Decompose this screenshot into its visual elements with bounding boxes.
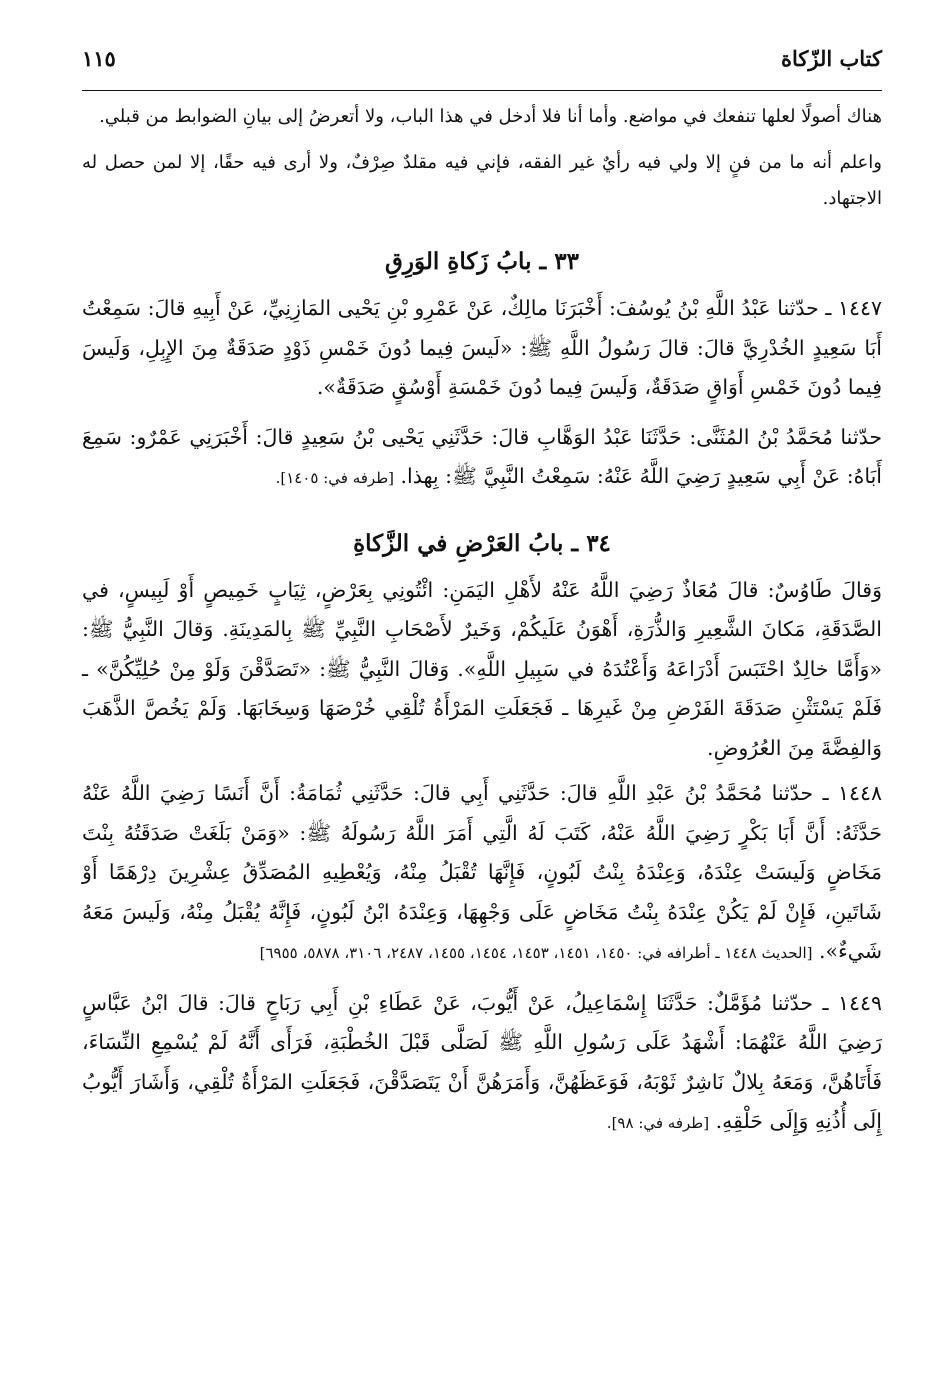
book-page [82, 46, 882, 1144]
chapter-34-heading: ٣٤ ـ بابُ العَرْضِ في الزَّكاةِ [353, 529, 611, 557]
chapter-33-heading: ٣٣ ـ بابُ زَكاةِ الوَرِقِ [385, 248, 579, 275]
page-number: ١١٥ [82, 46, 116, 71]
running-header [82, 46, 882, 91]
chapter-34-body [82, 571, 882, 1144]
hadith-1447-second-chain [82, 418, 882, 499]
hadith-1447: ١٤٤٧ ـ حدّثنا عَبْدُ اللَّهِ بْنُ يُوسُفَ: أَخْبَرَنَا مالِكٌ، عَنْ عَمْرِو بْنِ يَحْيى المَازِنِيِّ، عَنْ أَبِيهِ قالَ: سَمِعْتُ أَبَا سَعِيدٍ الخُدْرِيَّ قالَ: قالَ رَسُولُ اللَّهِ ﷺ: «لَيسَ فِيما دُونَ خَمْسِ ذَوْدٍ صَدَقَةٌ مِنَ الإِبِلِ، وَلَيسَ فِيما دُونَ خَمْسِ أَوَاقٍ صَدَقَةٌ، وَلَيسَ فِيما دُونَ خَمْسَةِ أَوْسُقٍ صَدَقَةٌ». [82, 296, 883, 399]
hadith-1449-cross-reference: [طرفه في: ٩٨]. [606, 1114, 710, 1132]
header-title: كتاب الزّكاة [780, 46, 882, 71]
hadith-1448-text: ١٤٤٨ ـ حدّثنا مُحَمَّدُ بْنُ عَبْدِ اللَّهِ قالَ: حَدَّثَنِي أَبِي قالَ: حَدَّثَنِي ثُمَامَةُ: أَنَّ أَنَسًا رَضِيَ اللَّهُ عَنْهُ حَدَّثَهُ: أَنَّ أَبَا بَكْرٍ رَضِيَ اللَّهُ عَنْهُ، كَتَبَ لَهُ الَّتِي أَمَرَ اللَّهُ رَسُولَهُ ﷺ: «وَمَنْ بَلَغَتْ صَدَقَتُهُ بِنْتَ مَخَاضٍ وَلَيسَتْ عِنْدَهُ، وَعِنْدَهُ بِنْتُ لَبُونٍ، فَإِنَّهَا تُقْبَلُ مِنْهُ، وَيُعْطِيهِ المُصَدِّقُ عِشْرِينَ دِرْهَمًا أَوْ شَاتَينِ، فَإِنْ لَمْ يَكُنْ عِنْدَهُ بِنْتُ مَخَاضٍ عَلَى وَجْهِهَا، وَعِنْدَهُ ابْنُ لَبُونٍ، فَإِنَّهُ يُقْبَلُ مِنْهُ، وَلَيسَ مَعَهُ شَيءٌ». [82, 781, 882, 963]
hadith-1449-text: ١٤٤٩ ـ حدّثنا مُؤَمَّلٌ: حَدَّثَنَا إِسْمَاعِيلُ، عَنْ أَيُّوبَ، عَنْ عَطَاءِ بْنِ أَبِي رَبَاحٍ قالَ: قالَ ابْنُ عَبَّاسٍ رَضِيَ اللَّهُ عَنْهُمَا: أَشْهَدُ عَلَى رَسُولِ اللَّهِ ﷺ لَصَلَّى قَبْلَ الخُطْبَةِ، فَرَأَى أَنَّهُ لَمْ يُسْمِعِ النِّسَاءَ، فَأَتَاهُنَّ، وَمَعَهُ بِلالٌ نَاشِرٌ ثَوْبَهُ، فَوَعَظَهُنَّ، وَأَمَرَهُنَّ أَنْ يَتَصَدَّقْنَ، فَجَعَلَتِ المَرْأَةُ تُلْقِي، وَأَشَارَ أَيُّوبُ إِلَى أُذُنِهِ وَإِلَى حَلْقِهِ. [82, 990, 882, 1133]
hadith-1448-cross-reference: [الحديث ١٤٤٨ ـ أطرافه في: ١٤٥٠، ١٤٥١، ١٤٥٣، ١٤٥٤، ١٤٥٥، ٢٤٨٧، ٣١٠٦، ٥٨٧٨، ٦٩٥٥] [259, 944, 813, 962]
intro-paragraph-2: واعلم أنه ما من فنٍ إلا ولي فيه رأيٌ غير الفقه، فإني فيه مقلدٌ صِرْفٌ، ولا أرى فيه حقًا، إلا لمن حصل له الاجتهاد. [82, 152, 882, 209]
hadith-1447-cross-reference: [طرفه في: ١٤٠٥]. [275, 469, 394, 487]
intro-paragraph-1: هناك أصولًا لعلها تنفعك في مواضع. وأما أنا فلا أدخل في هذا الباب، ولا أتعرضُ إلى بيانِ الضوابط من قبلي. [99, 106, 882, 127]
chapter-34-taliq: وَقالَ طَاوُسٌ: قالَ مُعَاذٌ رَضِيَ اللَّهُ عَنْهُ لأَهْلِ اليَمَنِ: ائْتُونِي بِعَرْضٍ، ثِيَابٍ خَمِيصٍ أَوْ لَبِيسٍ، في الصَّدَقَةِ، مَكانَ الشَّعِيرِ وَالذُّرَةِ، أَهْوَنُ عَلَيكُمْ، وَخَيرٌ لأَصْحَابِ النَّبِيِّ ﷺ بِالمَدِينَةِ. وَقالَ النَّبِيُّ ﷺ: «وَأَمَّا خالِدٌ احْتَبَسَ أَدْرَاعَهُ وَأَعْتُدَهُ في سَبِيلِ اللَّهِ». وَقالَ النَّبِيُّ ﷺ: «تَصَدَّقْنَ وَلَوْ مِنْ حُلِيِّكُنَّ» ـ فَلَمْ يَسْتَثْنِ صَدَقَةَ الفَرْضِ مِنْ غَيرِهَا ـ فَجَعَلَتِ المَرْأَةُ تُلْقِي خُرْصَهَا وَسِخَابَهَا. وَلَمْ يَخُصَّ الذَّهَبَ وَالفِضَّةَ مِنَ العُرُوضِ. [82, 577, 882, 760]
hadith-1449 [82, 984, 882, 1144]
hadith-1448 [82, 774, 882, 974]
hadith-1447-second-chain-text: حدّثنا مُحَمَّدُ بْنُ المُثَنَّى: حَدَّثَنَا عَبْدُ الوَهَّابِ قالَ: حَدَّثَنِي يَحْيى بْنُ سَعِيدٍ قالَ: أَخْبَرَنِي عَمْرٌو: سَمِعَ أَبَاهُ: عَنْ أَبِي سَعِيدٍ رَضِيَ اللَّهُ عَنْهُ: سَمِعْتُ النَّبِيَّ ﷺ: بِهذا. [82, 424, 882, 488]
chapter-33-body [82, 289, 882, 499]
intro-section [82, 99, 882, 217]
